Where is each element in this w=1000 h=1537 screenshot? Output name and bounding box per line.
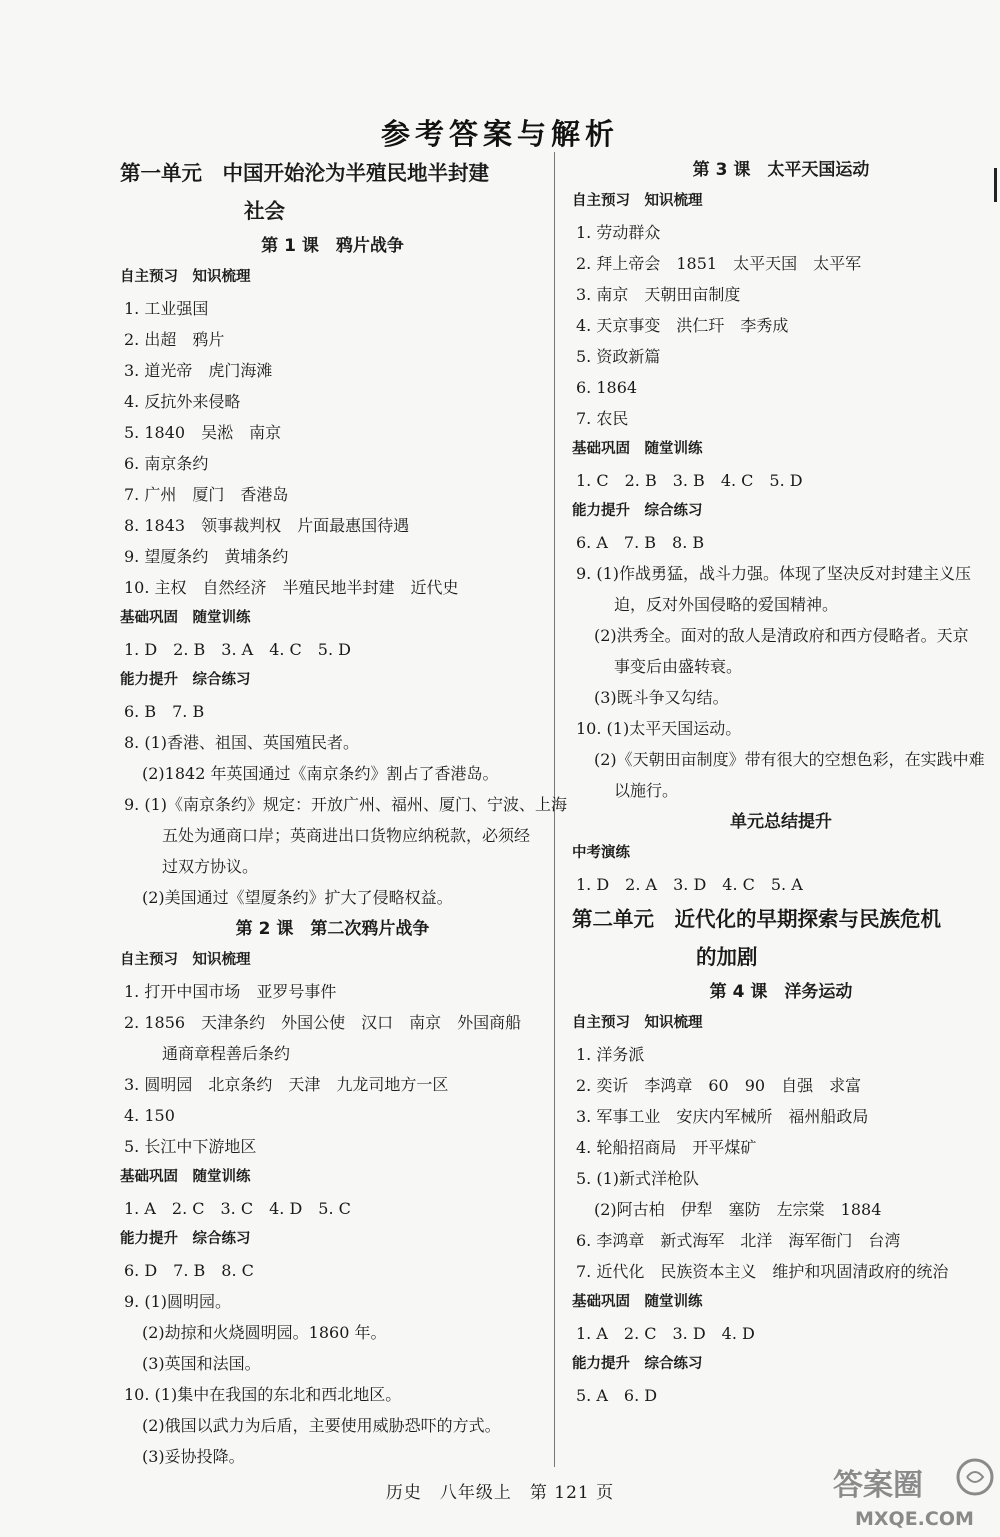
answer-line: 7. 近代化 民族资本主义 维护和巩固清政府的统治 [576, 1262, 949, 1281]
answer-line: 5. 1840 吴淞 南京 [124, 423, 282, 442]
answer-line: 1. 劳动群众 [576, 223, 661, 242]
answer-line: 9. 望厦条约 黄埔条约 [124, 547, 289, 566]
lesson-heading: 单元总结提升 [730, 812, 832, 832]
continuation-line: 迫，反对外国侵略的爱国精神。 [614, 595, 839, 614]
answer-line: 5. 资政新篇 [576, 347, 661, 366]
section-heading: 基础巩固 随堂训练 [572, 1294, 703, 1310]
answer-line: 4. 轮船招商局 开平煤矿 [576, 1138, 757, 1157]
answer-line: 4. 150 [124, 1106, 175, 1125]
sub-answer-line: (2)阿古柏 伊犁 塞防 左宗棠 1884 [594, 1200, 882, 1219]
answer-line: 7. 农民 [576, 409, 629, 428]
sub-answer-line: (3)英国和法国。 [142, 1354, 261, 1373]
answer-line: 6. B 7. B [124, 702, 205, 721]
answer-line: 1. C 2. B 3. B 4. C 5. D [576, 471, 803, 490]
answer-line: 9. (1)作战勇猛，战斗力强。体现了坚决反对封建主义压 [576, 564, 972, 583]
answer-line: 9. (1)《南京条约》规定：开放广州、福州、厦门、宁波、上海 [124, 795, 568, 814]
page-title: 参考答案与解析 [380, 117, 619, 151]
answer-line: 8. (1)香港、祖国、英国殖民者。 [124, 733, 360, 752]
watermark-logo [825, 1455, 995, 1533]
section-heading: 自主预习 知识梳理 [120, 269, 251, 285]
section-heading: 自主预习 知识梳理 [572, 1015, 703, 1031]
section-heading: 能力提升 综合练习 [120, 1231, 251, 1247]
sub-answer-line: (2)美国通过《望厦条约》扩大了侵略权益。 [142, 888, 453, 907]
section-heading: 中考演练 [572, 845, 630, 861]
section-heading: 能力提升 综合练习 [572, 1356, 703, 1372]
continuation-line: 五处为通商口岸；英商进出口货物应纳税款，必须经 [162, 826, 531, 845]
answer-line: 3. 南京 天朝田亩制度 [576, 285, 741, 304]
answer-line: 10. (1)太平天国运动。 [576, 719, 742, 738]
unit-heading: 第一单元 中国开始沦为半殖民地半封建 [120, 161, 489, 185]
unit-heading-continued: 的加剧 [696, 945, 758, 969]
answer-line: 5. (1)新式洋枪队 [576, 1169, 700, 1188]
lesson-heading: 第 3 课 太平天国运动 [692, 160, 870, 180]
section-heading: 自主预习 知识梳理 [572, 193, 703, 209]
page-edge-mark [994, 168, 997, 202]
answer-line: 1. 工业强国 [124, 299, 209, 318]
unit-heading-continued: 社会 [244, 199, 285, 223]
section-heading: 基础巩固 随堂训练 [572, 441, 703, 457]
lesson-heading: 第 1 课 鸦片战争 [261, 236, 404, 256]
answer-line: 1. D 2. A 3. D 4. C 5. A [576, 875, 803, 894]
section-heading: 基础巩固 随堂训练 [120, 610, 251, 626]
answer-line: 6. 1864 [576, 378, 638, 397]
answer-line: 2. 出超 鸦片 [124, 330, 225, 349]
answer-line: 5. A 6. D [576, 1386, 658, 1405]
watermark-text: 答案圈 [833, 1468, 923, 1503]
continuation-line: 以施行。 [614, 781, 679, 800]
right-column [572, 154, 990, 1411]
answer-line: 6. 李鸿章 新式海军 北洋 海军衙门 台湾 [576, 1231, 901, 1250]
answer-line: 3. 道光帝 虎门海滩 [124, 361, 273, 380]
section-heading: 能力提升 综合练习 [572, 503, 703, 519]
sub-answer-line: (2)《天朝田亩制度》带有很大的空想色彩，在实践中难 [594, 750, 985, 769]
lesson-heading: 第 2 课 第二次鸦片战争 [235, 919, 430, 939]
answer-line: 1. D 2. B 3. A 4. C 5. D [124, 640, 351, 659]
section-heading: 自主预习 知识梳理 [120, 952, 251, 968]
answer-line: 1. A 2. C 3. D 4. D [576, 1324, 755, 1343]
continuation-line: 过双方协议。 [162, 857, 259, 876]
answer-line: 4. 反抗外来侵略 [124, 392, 241, 411]
section-heading: 基础巩固 随堂训练 [120, 1169, 251, 1185]
answer-line: 6. D 7. B 8. C [124, 1261, 254, 1280]
answer-line: 9. (1)圆明园。 [124, 1292, 232, 1311]
answer-line: 1. 打开中国市场 亚罗号事件 [124, 982, 337, 1001]
answer-line: 2. 奕䜣 李鸿章 60 90 自强 求富 [576, 1076, 862, 1095]
continuation-line: 事变后由盛转衰。 [614, 657, 743, 676]
watermark-logo-graphic [825, 1455, 995, 1533]
answer-line: 6. 南京条约 [124, 454, 209, 473]
unit-heading: 第二单元 近代化的早期探索与民族危机 [572, 907, 941, 931]
sub-answer-line: (2)洪秀全。面对的敌人是清政府和西方侵略者。天京 [594, 626, 969, 645]
answer-line: 1. A 2. C 3. C 4. D 5. C [124, 1199, 351, 1218]
sub-answer-line: (3)既斗争又勾结。 [594, 688, 729, 707]
answer-line: 2. 拜上帝会 1851 太平天国 太平军 [576, 254, 862, 273]
section-heading: 能力提升 综合练习 [120, 672, 251, 688]
answer-line: 6. A 7. B 8. B [576, 533, 705, 552]
answer-line: 3. 军事工业 安庆内军械所 福州船政局 [576, 1107, 869, 1126]
answer-line: 10. 主权 自然经济 半殖民地半封建 近代史 [124, 578, 459, 597]
left-column [120, 154, 568, 1472]
sub-answer-line: (3)妥协投降。 [142, 1447, 245, 1466]
answer-line: 7. 广州 厦门 香港岛 [124, 485, 289, 504]
answer-line: 4. 天京事变 洪仁玕 李秀成 [576, 316, 789, 335]
answer-line: 8. 1843 领事裁判权 片面最惠国待遇 [124, 516, 410, 535]
page-footer: 历史 八年级上 第 121 页 [385, 1483, 615, 1503]
sub-answer-line: (2)1842 年英国通过《南京条约》割占了香港岛。 [142, 764, 499, 783]
watermark-url: MXQE.COM [855, 1508, 974, 1530]
answer-line: 5. 长江中下游地区 [124, 1137, 257, 1156]
lesson-heading: 第 4 课 洋务运动 [709, 982, 853, 1002]
sub-answer-line: (2)俄国以武力为后盾，主要使用威胁恐吓的方式。 [142, 1416, 501, 1435]
answer-line: 2. 1856 天津条约 外国公使 汉口 南京 外国商船 [124, 1013, 522, 1032]
answer-line: 1. 洋务派 [576, 1045, 645, 1064]
continuation-line: 通商章程善后条约 [162, 1044, 291, 1063]
answer-line: 3. 圆明园 北京条约 天津 九龙司地方一区 [124, 1075, 449, 1094]
sub-answer-line: (2)劫掠和火烧圆明园。1860 年。 [142, 1323, 387, 1342]
answer-line: 10. (1)集中在我国的东北和西北地区。 [124, 1385, 402, 1404]
